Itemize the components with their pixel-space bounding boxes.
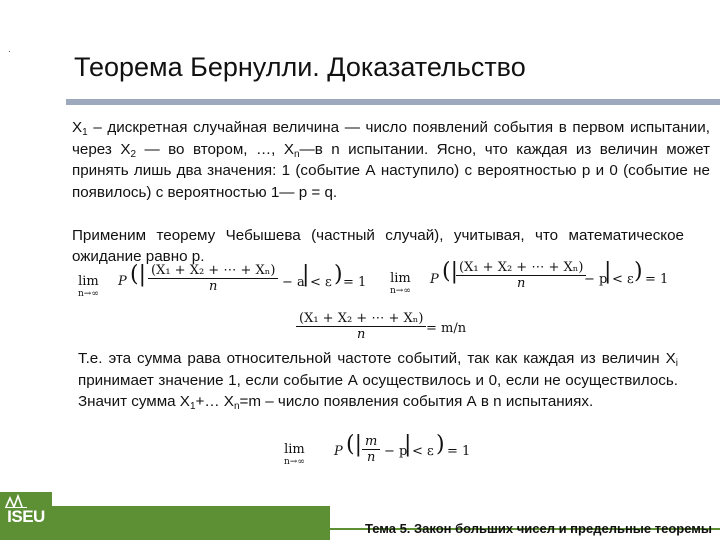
limit-operator: lim n→∞ [78, 274, 99, 299]
iseu-logo: ISEU [0, 492, 52, 540]
fraction-sum-over-n: $\frac{\text{(X₁ + X₂ + ⋯ + Xₙ)}}{n}$ [456, 260, 586, 291]
logo-tree-icon [4, 494, 28, 508]
paragraph-chebyshev: Применим теорему Чебышева (частный случай), учитывая, что математическое ожидание равно р. [72, 227, 684, 265]
slide-title: Теорема Бернулли. Доказательство [74, 52, 526, 82]
paragraph-definition: $Х_1$ – дискретная случайная величина — число появлений события в первом испытании, через $Х_2$ — во втором, …, $Х_n—в$ n испытании. Ясно, что каждая из величин может принять лишь два значения: 1 (событие А наступило) с вероятностью р и 0 (событие не появилось) с вероятностью 1— р = q. [72, 119, 711, 201]
fraction-sum-over-n: $\frac{\text{(X₁ + X₂ + ⋯ + Xₙ)}}{n}$ [296, 311, 426, 342]
limit-operator: lim n→∞ [284, 442, 305, 467]
paragraph-relative-frequency: Т.е. эта сумма рава относительной частоте событий, так как каждая из величин $Х_i$ принимает значение 1, если событие А осуществилось и 0, если не осуществилось. Значит сумма $Х_1+\dots$ $Х_n=m$ – число появления события А в n испытаниях. [78, 350, 678, 412]
fraction-m-over-n: $\frac{m}{n}$ [362, 434, 380, 465]
footer-topic: Тема 5. Закон больших чисел и предельные теоремы [364, 521, 712, 536]
fraction-sum-over-n: $\frac{\text{(X₁ + X₂ + ⋯ + Xₙ)}}{n}$ [148, 263, 278, 294]
title-underline [66, 99, 720, 105]
slide-marker: . [8, 44, 11, 55]
limit-operator: lim n→∞ [390, 271, 411, 296]
